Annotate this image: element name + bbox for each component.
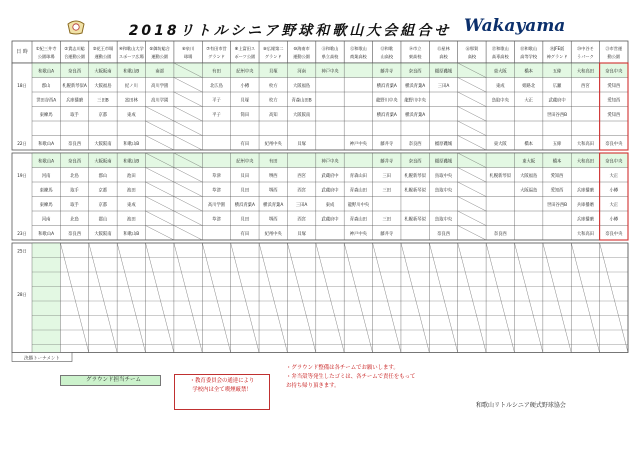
team-cell: 河南 <box>297 69 306 75</box>
column-header: うパーク <box>577 54 594 59</box>
team-cell: 池田 <box>127 217 136 223</box>
team-cell: 和歌山A <box>38 231 55 237</box>
team-cell: 札幌新琴似 <box>404 188 426 194</box>
team-cell: 兵庫播磨 <box>576 188 595 194</box>
team-cell: 広瀬 <box>552 83 562 89</box>
note-smoking <box>174 374 270 410</box>
team-cell: 草津 <box>212 188 221 194</box>
team-cell: 愛知西 <box>607 112 621 118</box>
team-cell: 西宮 <box>297 217 306 223</box>
column-header: ポーツ公園 <box>234 54 256 59</box>
team-cell: 奈良西 <box>68 69 82 75</box>
team-cell: 青森山田 <box>349 173 367 179</box>
team-cell: 神戸中央 <box>349 141 367 147</box>
team-cell: 郡山 <box>98 173 108 179</box>
team-cell: 龍野川中央 <box>347 202 370 208</box>
team-cell: 大阪阪南 <box>94 69 112 75</box>
team-cell: 三田 <box>382 173 392 179</box>
team-cell: 三田 <box>382 188 392 194</box>
header-label: 日 時 <box>16 49 28 55</box>
team-cell: 世田谷西A <box>36 98 57 104</box>
team-cell: 奈良西 <box>437 231 450 237</box>
team-cell: 青森山田 <box>349 188 367 194</box>
team-cell: 紀州中央 <box>236 159 254 165</box>
team-cell: 鳥取中央 <box>491 98 509 104</box>
team-cell: 池田 <box>127 188 136 194</box>
team-cell: 小樽 <box>609 188 619 194</box>
team-cell: 奈良西 <box>493 231 507 237</box>
column-header: グランド <box>264 54 282 59</box>
column-header: 山高校 <box>380 54 394 59</box>
team-cell: 紀州中央 <box>264 141 282 147</box>
team-cell: 西宮 <box>297 188 306 194</box>
column-header: 高専高校 <box>491 54 509 59</box>
column-header: ⑮星林 <box>437 46 450 51</box>
team-cell: 貝塚 <box>268 69 278 75</box>
column-header: ⑧上富田ス <box>234 46 256 51</box>
team-cell: 東成 <box>127 112 136 118</box>
team-cell: 武蔵府中 <box>548 98 566 104</box>
date-label: 22日 <box>17 140 27 146</box>
column-header: 高校 <box>439 54 448 59</box>
team-cell: 兵庫播磨 <box>65 98 84 104</box>
team-cell: 橋本 <box>552 159 562 165</box>
team-cell: 河南 <box>41 217 51 223</box>
column-header: 高等学校 <box>520 54 538 59</box>
team-cell: 高川学園 <box>207 202 226 208</box>
team-cell: 武蔵府中 <box>321 173 339 179</box>
team-cell: 貝田 <box>240 188 250 194</box>
column-header: 動公園 <box>607 54 621 59</box>
column-header: ⑯那賀 <box>465 46 479 51</box>
match-table <box>12 41 628 371</box>
team-cell: 東大阪 <box>493 141 507 147</box>
team-cell: 五條 <box>552 141 562 147</box>
column-header: ⑥泉川 <box>182 46 195 51</box>
team-cell: 北島 <box>70 173 79 179</box>
column-header: ④和歌山大学 <box>118 46 144 51</box>
team-cell: 龍野川中央 <box>404 98 426 104</box>
column-header: ⑱和歌山 <box>520 46 538 51</box>
team-cell: 藤井寺 <box>380 69 394 75</box>
team-cell: 三田A <box>437 83 450 89</box>
date-label: 23日 <box>17 230 27 236</box>
date-label: 25日 <box>17 248 27 254</box>
team-cell: 東大阪 <box>493 69 507 75</box>
team-cell: 小樽 <box>609 217 619 223</box>
legend-label: グラウンド担当チーム <box>86 377 142 383</box>
team-cell: 高知 <box>268 112 278 118</box>
column-header: 高校 <box>467 54 477 59</box>
column-header: ⑫和歌山 <box>349 46 367 51</box>
column-header: 合運動公園 <box>64 54 86 59</box>
team-cell: 貝塚 <box>297 141 306 147</box>
team-cell: 貝塚 <box>297 231 306 237</box>
svg-text:Wakayama: Wakayama <box>464 16 566 36</box>
team-cell: 紀州中央 <box>264 231 282 237</box>
team-cell: 愛知西 <box>607 83 621 89</box>
team-cell: 藤井寺 <box>380 159 394 165</box>
team-cell: 貝田 <box>240 173 250 179</box>
team-cell: 横浜青葉A <box>234 202 255 208</box>
team-cell: 姫路北 <box>522 83 536 89</box>
team-cell: 愛知西 <box>607 98 621 104</box>
column-header: ⑭市立 <box>408 46 422 51</box>
team-cell: 和歌山A <box>38 159 55 165</box>
team-cell: 高川学園 <box>151 83 169 89</box>
team-cell: 奈良中央 <box>605 69 623 75</box>
column-header: ⑦有田市営 <box>206 46 227 51</box>
team-cell: 北広島 <box>210 83 223 89</box>
league-logo-icon <box>66 17 86 35</box>
team-cell: 貝田 <box>240 217 250 223</box>
team-cell: 奈良西 <box>68 159 82 165</box>
column-header: 運動公園 <box>94 54 112 59</box>
team-cell: 札幌新琴似A <box>62 83 87 89</box>
team-cell: 三田 <box>382 217 392 223</box>
column-header: ⑬和歌 <box>380 46 394 51</box>
date-label: 18日 <box>17 82 27 88</box>
team-cell: 武蔵府中 <box>321 217 339 223</box>
note-line: 学校内は全て喫煙厳禁！ <box>192 387 252 393</box>
team-cell: 平子 <box>212 112 221 118</box>
team-cell: 貝塚 <box>240 98 250 104</box>
column-header: ⑰和歌山 <box>491 46 509 51</box>
team-cell: 三田A <box>295 202 308 208</box>
team-cell: 奈良西 <box>408 141 422 147</box>
team-cell: 愛知西 <box>550 173 564 179</box>
team-cell: 和歌山A <box>38 69 55 75</box>
team-cell: 和歌山B <box>123 159 140 165</box>
team-cell: 東大阪 <box>522 159 536 165</box>
team-cell: 高川学園 <box>151 98 169 104</box>
team-cell: 京都 <box>98 112 108 118</box>
team-cell: 奈良西 <box>68 231 82 237</box>
team-cell: 奈良西 <box>408 159 422 165</box>
team-cell: 奈良中央 <box>605 231 623 237</box>
team-cell: 東成 <box>325 202 335 208</box>
team-cell: 大阪福島 <box>520 173 538 179</box>
column-header: ⑨広報第二 <box>262 46 284 51</box>
team-cell: 橿原磯城 <box>434 159 453 165</box>
team-cell: 武蔵府中 <box>321 188 339 194</box>
team-cell: 札幌新琴似 <box>489 173 512 179</box>
team-cell: 取手 <box>70 188 79 194</box>
team-cell: 兵庫播磨 <box>576 217 595 223</box>
team-cell: 神戸中央 <box>349 231 367 237</box>
team-cell: 橿原磯城 <box>434 69 453 75</box>
team-cell: 札幌新琴似 <box>404 173 426 179</box>
team-cell: 大阪福島 <box>293 83 311 89</box>
column-header: ⑤御坊総合 <box>149 46 170 51</box>
team-cell: 橋本 <box>524 141 533 147</box>
column-header: ⑩海南市 <box>293 46 310 51</box>
team-cell: 東練馬 <box>39 202 53 208</box>
column-header: ①紀三井寺 <box>35 46 57 51</box>
team-cell: 横浜青葉A <box>263 202 284 208</box>
team-cell: 大阪阪南 <box>94 231 112 237</box>
team-cell: 草津 <box>212 173 221 179</box>
team-cell: 横浜青葉A <box>405 83 426 89</box>
team-cell: 神戸中央 <box>321 159 339 165</box>
team-cell: 大阪阪南 <box>293 112 311 118</box>
team-cell: 南部 <box>155 69 165 75</box>
column-header: スポーツ広場 <box>118 54 144 59</box>
team-cell: 橿原磯城 <box>434 141 453 147</box>
team-cell: 奈良西 <box>68 141 82 147</box>
team-cell: 大正 <box>524 98 533 104</box>
team-cell: 取手 <box>70 202 79 208</box>
note-line: ・グラウンド整備は各チームでお願いします。 <box>286 365 399 371</box>
column-header: ⑲JFE阪 <box>549 46 565 51</box>
column-header: 県立高校 <box>321 54 339 59</box>
team-cell: 郡山 <box>98 217 108 223</box>
team-cell: 大正 <box>609 173 619 179</box>
team-cell: 大阪福島 <box>520 188 538 194</box>
column-header: ③花王市場 <box>92 46 114 51</box>
team-cell: 横浜青葉A <box>405 112 426 118</box>
team-cell: 世田谷西B <box>546 202 568 208</box>
note-line: ・弁当殻等発生したゴミは、各チームで責任をもって <box>286 374 416 380</box>
team-cell: 横浜青葉A <box>376 112 397 118</box>
team-cell: 大正 <box>609 202 619 208</box>
team-cell: 世田谷西B <box>546 112 568 118</box>
team-cell: 神戸中央 <box>321 69 339 75</box>
team-cell: 取手 <box>70 112 79 118</box>
team-cell: 鳥取中央 <box>434 173 453 179</box>
team-cell: 大和高田 <box>576 141 595 147</box>
team-cell: 河南 <box>41 173 51 179</box>
column-header: 運動公園 <box>293 54 311 59</box>
team-cell: 京都 <box>98 202 108 208</box>
column-header: ②貴志川総 <box>64 46 85 51</box>
team-cell: 奈良中央 <box>605 141 623 147</box>
team-cell: 西宮 <box>297 173 306 179</box>
team-cell: 池田 <box>127 173 136 179</box>
organizer: 和歌山リトルシニア硬式野球協会 <box>476 402 566 409</box>
team-cell: 和歌山A <box>38 141 55 147</box>
team-cell: 大阪阪南 <box>94 159 112 165</box>
team-cell: 大阪阪南 <box>94 141 112 147</box>
column-header: ㉑市営運 <box>605 46 623 51</box>
team-cell: 藤井寺 <box>380 141 394 147</box>
team-cell: 小樽 <box>240 83 250 89</box>
team-cell: 大和高田 <box>576 69 595 75</box>
team-cell: 紀州中央 <box>236 69 254 75</box>
team-cell: 西宮 <box>581 83 590 89</box>
team-cell: 札幌新琴似 <box>404 217 426 223</box>
team-cell: 奈良西 <box>408 69 422 75</box>
team-cell: 愛知西 <box>550 188 564 194</box>
team-cell: 東成 <box>127 202 136 208</box>
team-cell: 堺西 <box>268 188 278 194</box>
team-cell: 有田 <box>240 141 250 147</box>
team-cell: 和歌山B <box>123 69 140 75</box>
column-header: 公園球場 <box>37 54 55 59</box>
column-header: 神グランド <box>546 54 568 59</box>
team-cell: 有田 <box>268 159 278 165</box>
team-cell: 大和高田 <box>576 231 595 237</box>
team-cell: 青森山田 <box>349 217 367 223</box>
team-cell: 大和高田 <box>576 159 595 165</box>
block-c-ground <box>32 243 60 353</box>
team-cell: 枚方 <box>268 98 278 104</box>
note-line: ・教育委員会の通達により <box>189 378 255 384</box>
column-header: 商業高校 <box>349 54 367 59</box>
team-cell: 富田林 <box>124 98 138 104</box>
note-ground <box>286 364 436 391</box>
team-cell: 筒田 <box>240 112 250 118</box>
team-cell: 堺西 <box>268 173 278 179</box>
team-cell: 鳥取中央 <box>434 217 453 223</box>
team-cell: 鳥取中央 <box>434 188 453 194</box>
team-cell: 京都 <box>98 188 108 194</box>
team-cell: 青森山田B <box>291 98 312 104</box>
column-header: 東高校 <box>408 54 422 59</box>
wakayama-logo <box>462 12 566 38</box>
team-cell: 東練馬 <box>39 112 53 118</box>
column-header: グランド <box>208 54 225 59</box>
date-label: 28日 <box>17 291 27 297</box>
team-cell: 有田 <box>240 231 250 237</box>
team-cell: 有田 <box>212 69 221 75</box>
team-cell: 橋本 <box>524 69 533 75</box>
team-cell: 和歌山B <box>123 141 140 147</box>
final-label: 決勝トーナメント <box>24 356 60 362</box>
column-header: ⑳中谷そ <box>577 46 594 51</box>
column-header: 運動公園 <box>151 54 169 59</box>
team-cell: 横浜青葉A <box>376 83 397 89</box>
team-cell: 北島 <box>70 217 79 223</box>
page-title: 2018リトルシニア野球和歌山大会組合せ <box>128 23 452 39</box>
team-cell: 龍野川中央 <box>376 98 398 104</box>
team-cell: 堺西 <box>268 217 278 223</box>
team-cell: 郡山 <box>41 83 51 89</box>
team-cell: 枚方 <box>268 83 278 89</box>
date-label: 19日 <box>17 172 27 178</box>
column-header: 球場 <box>183 54 193 59</box>
team-cell: 平子 <box>212 98 221 104</box>
team-cell: 東練馬 <box>39 188 53 194</box>
team-cell: 藤井寺 <box>380 231 394 237</box>
team-cell: 東成 <box>495 83 505 89</box>
team-cell: 三田B <box>97 98 109 104</box>
team-cell: 草津 <box>212 217 221 223</box>
team-cell: 奈良中央 <box>605 159 623 165</box>
team-cell: 和歌山B <box>123 231 140 237</box>
team-cell: 紀ノ川 <box>124 83 138 89</box>
header-row <box>12 41 628 63</box>
note-line: お持ち帰り頂きます。 <box>286 383 340 389</box>
team-cell: 五條 <box>552 69 562 75</box>
team-cell: 兵庫播磨 <box>576 202 595 208</box>
column-header: ⑪和歌山 <box>321 46 339 51</box>
team-cell: 大阪福島 <box>94 83 112 89</box>
